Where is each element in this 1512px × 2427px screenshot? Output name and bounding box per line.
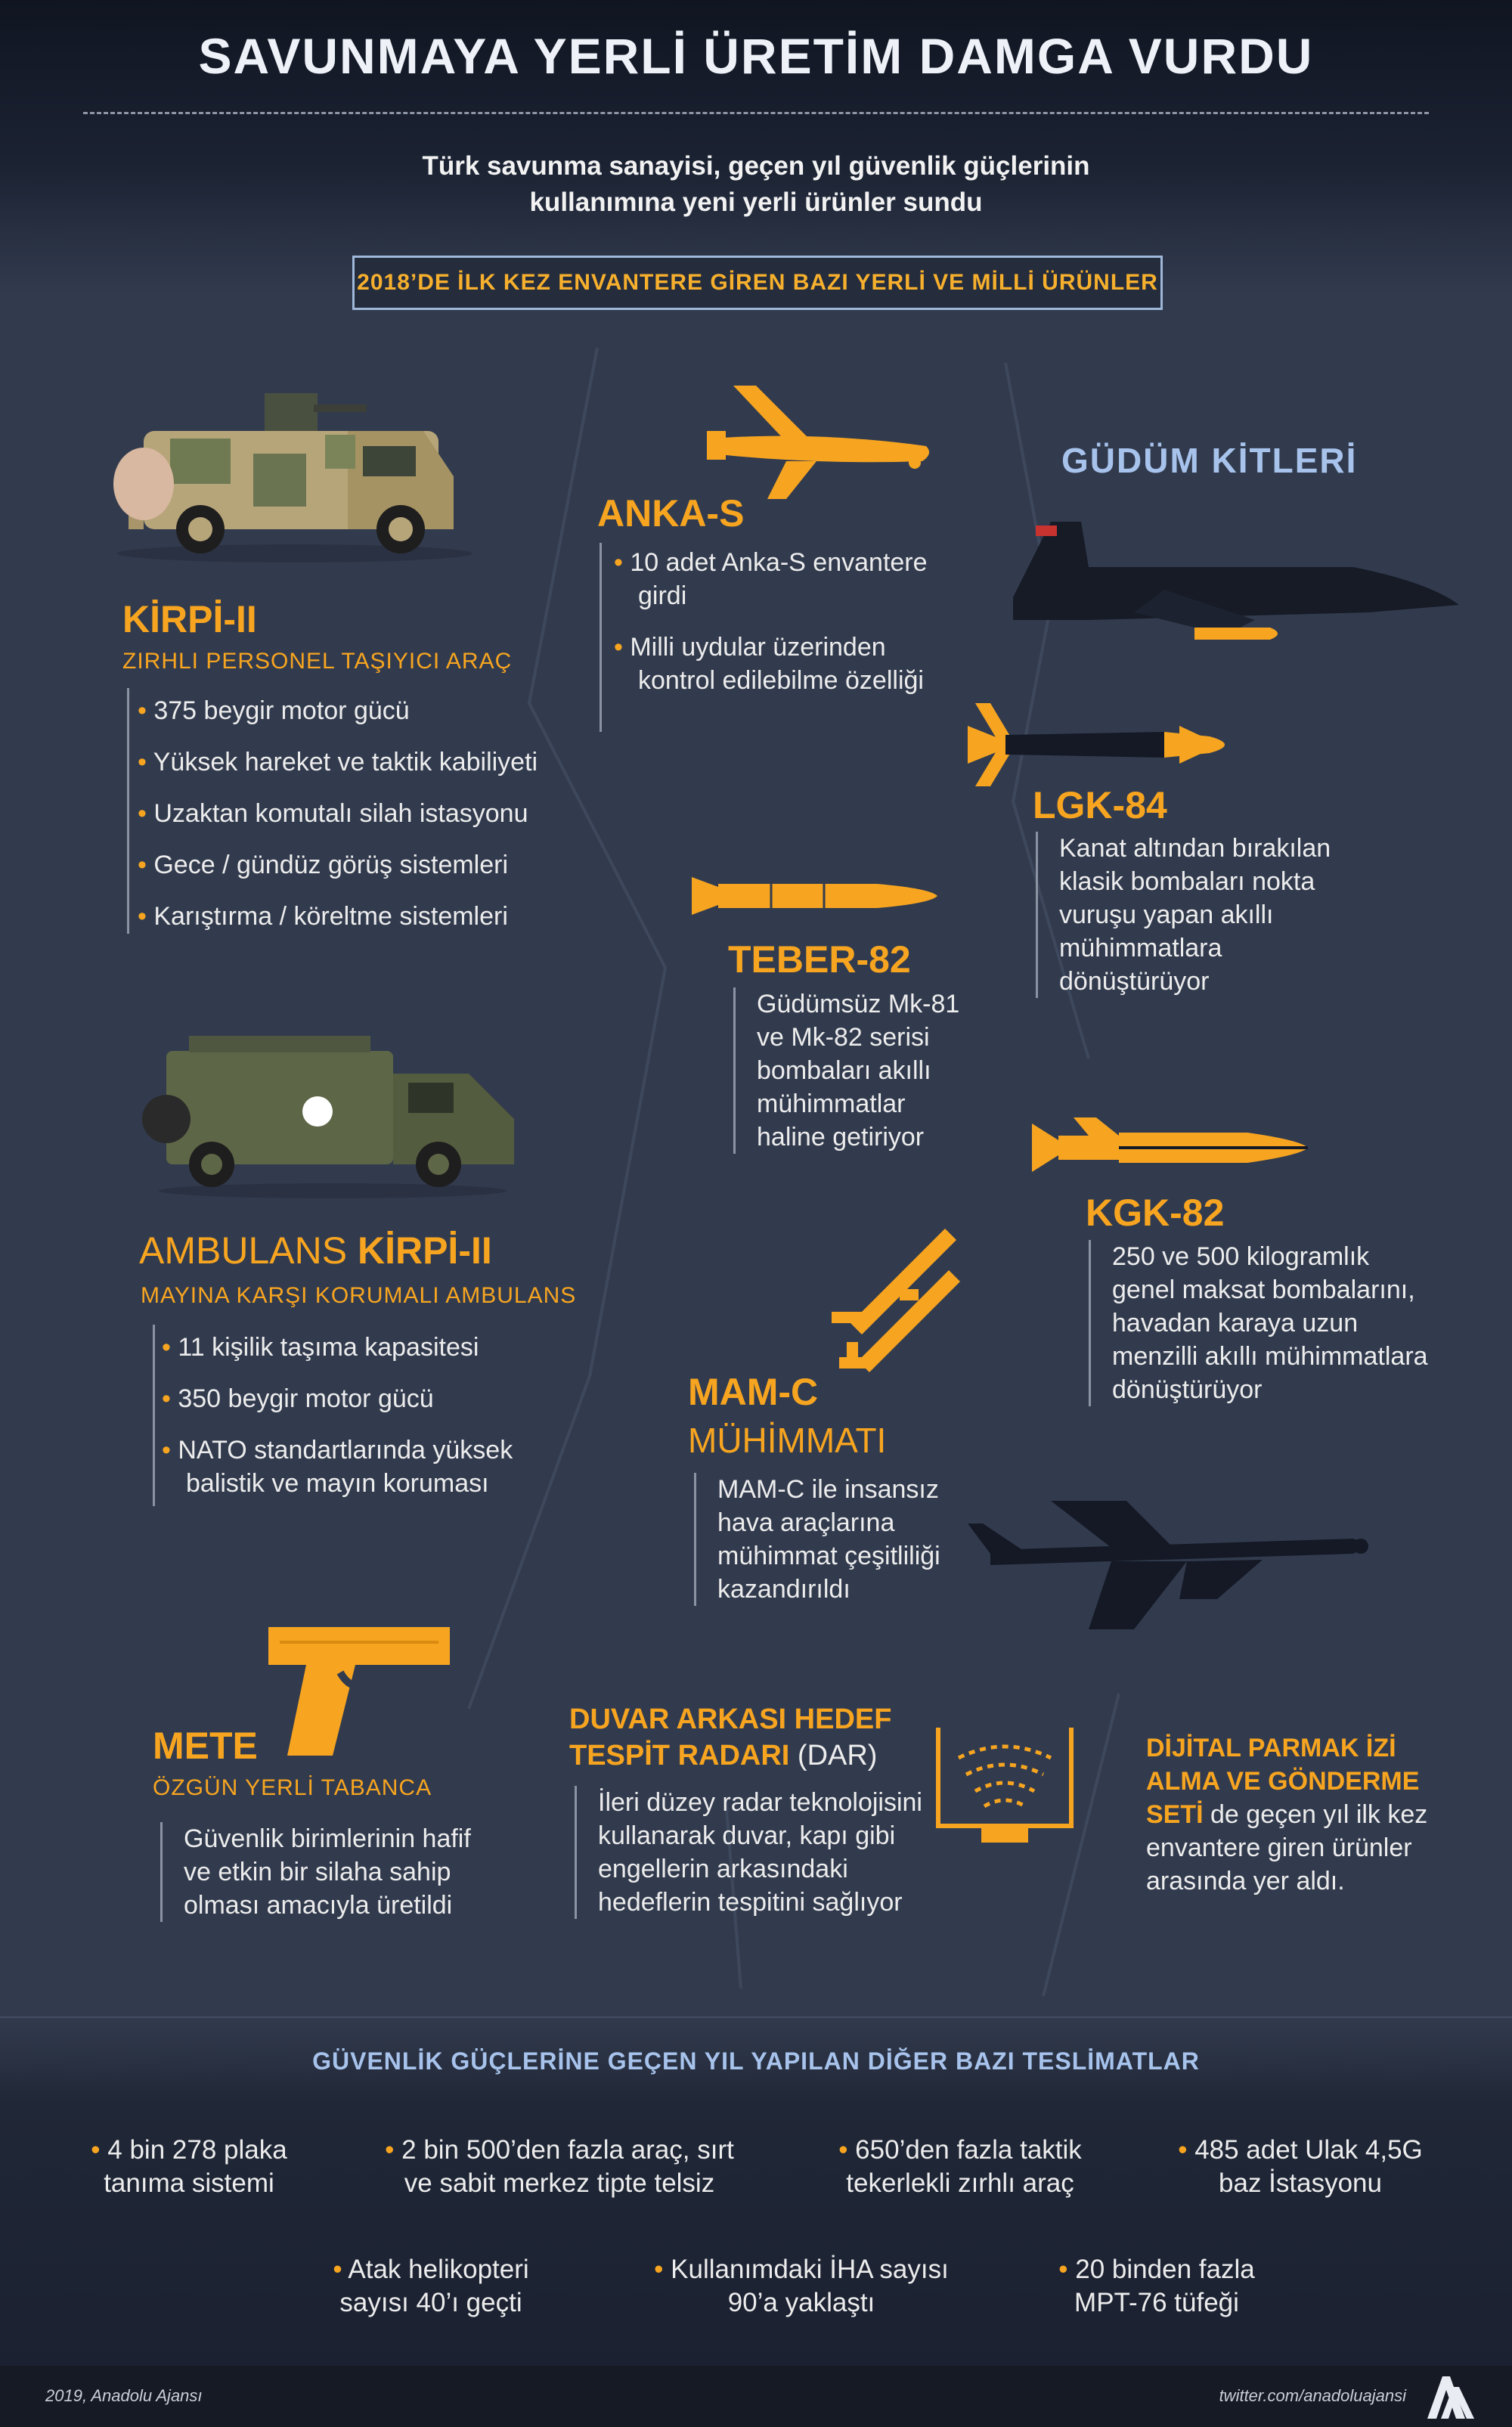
bullet-icon: • xyxy=(91,2135,108,2165)
mamc-subtitle: MÜHİMMATI xyxy=(688,1421,887,1460)
delivery-item xyxy=(68,2134,310,2200)
kirpi-feature: • Karıştırma / köreltme sistemleri xyxy=(138,900,621,933)
mete-title: METE xyxy=(153,1725,258,1767)
dijital-text xyxy=(1146,1731,1448,1898)
section-divider xyxy=(0,2016,1512,2018)
delivery-item xyxy=(355,2134,764,2200)
gudum-title: GÜDÜM KİTLERİ xyxy=(1061,441,1358,480)
delivery-line: tekerlekli zırhlı araç xyxy=(846,2168,1074,2198)
dar-title-line-1: DUVAR ARKASI HEDEF xyxy=(569,1703,892,1735)
kirpi-title: KİRPİ-II xyxy=(122,598,257,640)
lgk84-title: LGK-84 xyxy=(1033,784,1167,826)
mete-subtitle: ÖZGÜN YERLİ TABANCA xyxy=(153,1775,432,1800)
bullet-icon: • xyxy=(333,2255,349,2284)
kgk82-title: KGK-82 xyxy=(1086,1192,1225,1234)
lgk84-text: Kanat altından bırakılan klasik bombaları nokta vuruşu yapan akıllı mühimmatlara dönüştürüyor xyxy=(1036,832,1362,998)
ambulance-vehicle-image xyxy=(136,1028,529,1202)
ambulance-feature: • NATO standartlarında yüksek balistik ve mayın koruması xyxy=(162,1434,555,1500)
dijital-title: DİJİTAL PARMAK İZİ ALMA VE GÖNDERME SETİ xyxy=(1146,1734,1420,1829)
bullet-icon: • xyxy=(1058,2255,1076,2284)
kirpi-feature: • Gece / gündüz görüş sistemleri xyxy=(138,848,621,882)
ambulance-title-bold: KİRPİ-II xyxy=(357,1229,492,1272)
aa-logo-icon xyxy=(1421,2373,1476,2420)
ambulance-title xyxy=(139,1229,492,1272)
bullet-icon: • xyxy=(1178,2135,1195,2165)
delivery-item xyxy=(801,2134,1119,2200)
delivery-line xyxy=(68,2134,310,2167)
delivery-line-text: 650’den fazla taktik xyxy=(855,2135,1082,2165)
anka-feature: • 10 adet Anka-S envantere girdi xyxy=(614,546,947,612)
delivery-item xyxy=(287,2253,575,2320)
delivery-line: sayısı 40’ı geçti xyxy=(339,2288,522,2317)
delivery-line: baz İstasyonu xyxy=(1219,2168,1382,2198)
dar-title xyxy=(569,1701,891,1774)
dar-text: İleri düzey radar teknolojisini kullanarak duvar, kapı gibi engellerin arkasındaki hedeflerin tespitini sağlıyor xyxy=(575,1786,946,1919)
anka-features xyxy=(614,546,947,715)
page-title: SAVUNMAYA YERLİ ÜRETİM DAMGA VURDU xyxy=(198,28,1314,84)
anka-feature: • Milli uydular üzerinden kontrol edilebilme özelliği xyxy=(614,631,947,697)
bullet-icon: • xyxy=(385,2135,402,2165)
mamc-munition-icon xyxy=(816,1229,968,1384)
mete-pistol-icon xyxy=(265,1627,454,1759)
delivery-line-text: 4 bin 278 plaka xyxy=(107,2135,287,2165)
bullet-icon: • xyxy=(654,2255,671,2284)
ambulance-feature: • 350 beygir motor gücü xyxy=(162,1382,555,1415)
uav-drone-icon xyxy=(960,1493,1376,1637)
delivery-line-text: 2 bin 500’den fazla araç, sırt xyxy=(401,2135,734,2165)
fighter-jet-icon xyxy=(1005,507,1459,643)
anka-drone-icon xyxy=(696,378,945,507)
delivery-item xyxy=(635,2253,968,2320)
kirpi-subtitle: ZIRHLI PERSONEL TAŞIYICI ARAÇ xyxy=(122,649,513,674)
delivery-item xyxy=(1149,2134,1452,2200)
delivery-line xyxy=(1149,2134,1452,2167)
delivery-line: ve sabit merkez tipte telsiz xyxy=(404,2168,715,2198)
delivery-line: 90’a yaklaştı xyxy=(727,2288,875,2317)
delivery-line: tanıma sistemi xyxy=(104,2168,274,2198)
anka-feature-bar xyxy=(600,543,602,732)
footer-copyright: 2019, Anadolu Ajansı xyxy=(45,2386,203,2405)
subtitle-line-2: kullanımına yeni yerli ürünler sundu xyxy=(529,188,983,217)
mete-text: Güvenlik birimlerinin hafif ve etkin bir silaha sahip olması amacıyla üretildi xyxy=(160,1822,501,1922)
page-subtitle xyxy=(0,148,1512,221)
kirpi-features xyxy=(138,694,621,951)
dar-title-suffix: (DAR) xyxy=(789,1740,878,1771)
delivery-line-text: Kullanımdaki İHA sayısı xyxy=(671,2255,949,2284)
lgk84-bomb-icon xyxy=(953,703,1255,786)
kirpi-feature: • 375 beygir motor gücü xyxy=(138,694,621,727)
subtitle-line-1: Türk savunma sanayisi, geçen yıl güvenlik güçlerinin xyxy=(422,151,1090,181)
dijital-description: de geçen yıl ilk kez envantere giren ürünler arasında yer aldı. xyxy=(1146,1800,1428,1895)
ambulance-feature-bar xyxy=(153,1325,155,1506)
ambulance-subtitle: MAYINA KARŞI KORUMALI AMBULANS xyxy=(141,1283,577,1308)
kirpi-vehicle-image xyxy=(98,363,491,567)
delivery-line-text: Atak helikopteri xyxy=(348,2255,529,2284)
delivery-line xyxy=(635,2253,968,2286)
kirpi-feature: • Yüksek hareket ve taktik kabiliyeti xyxy=(138,745,621,779)
mamc-title: MAM-C xyxy=(688,1371,819,1413)
delivery-line xyxy=(355,2134,764,2167)
radar-device-icon xyxy=(936,1728,1074,1849)
dar-title-line-2 xyxy=(569,1737,891,1774)
dar-title-main: TESPİT RADARI xyxy=(569,1740,790,1771)
footer-twitter-link[interactable]: twitter.com/anadoluajansi xyxy=(1219,2386,1406,2405)
delivery-line-text: 485 adet Ulak 4,5G xyxy=(1194,2135,1423,2165)
kgk82-text: 250 ve 500 kilogramlık genel maksat bombalarını, havadan karaya uzun menzilli akıllı mühimmatlara dönüştürüyor xyxy=(1089,1240,1430,1406)
teber82-text: Güdümsüz Mk-81 ve Mk-82 serisi bombaları akıllı mühimmatlar haline getiriyor xyxy=(733,987,968,1154)
ambulance-feature: • 11 kişilik taşıma kapasitesi xyxy=(162,1331,555,1364)
delivery-line-text: 20 binden fazla xyxy=(1075,2255,1255,2284)
kgk82-bomb-icon xyxy=(1028,1117,1308,1178)
ambulance-features xyxy=(162,1331,555,1518)
delivery-item xyxy=(1013,2253,1300,2320)
title-divider xyxy=(83,112,1429,114)
mamc-text: MAM-C ile insansız hava araçlarına mühimmat çeşitliliği kazandırıldı xyxy=(694,1473,967,1606)
deliveries-title: GÜVENLİK GÜÇLERİNE GEÇEN YIL YAPILAN DİĞER BAZI TESLİMATLAR xyxy=(312,2047,1200,2075)
delivery-line: MPT-76 tüfeği xyxy=(1074,2288,1239,2317)
ambulance-title-light: AMBULANS xyxy=(139,1229,358,1272)
kirpi-feature: • Uzaktan komutalı silah istasyonu xyxy=(138,797,621,830)
teber82-bomb-icon xyxy=(688,873,937,919)
anka-title: ANKA-S xyxy=(597,492,745,535)
delivery-line xyxy=(801,2134,1119,2167)
teber82-title: TEBER-82 xyxy=(728,938,911,981)
delivery-line xyxy=(287,2253,575,2286)
section-badge: 2018’DE İLK KEZ ENVANTERE GİREN BAZI YERLİ VE MİLLİ ÜRÜNLER xyxy=(352,256,1163,310)
delivery-line xyxy=(1013,2253,1300,2286)
kirpi-feature-bar xyxy=(127,688,129,934)
bullet-icon: • xyxy=(838,2135,856,2165)
